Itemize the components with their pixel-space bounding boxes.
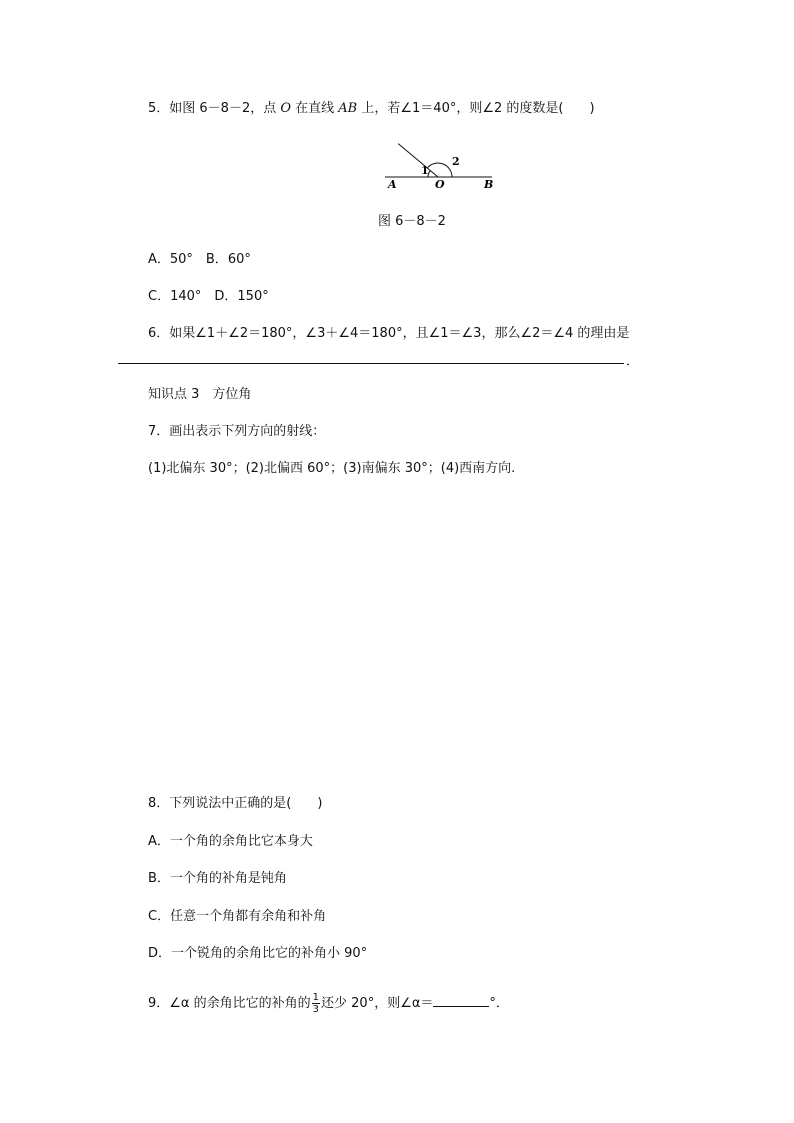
- figure-caption: 图 6－8－2: [378, 214, 446, 229]
- figure-6-8-2: [380, 135, 500, 193]
- angle-2-arc: [427, 163, 452, 177]
- point-b-label: B: [484, 178, 494, 191]
- question-5-options-row-1: A．50° B．60°: [148, 252, 251, 267]
- question-5-text-a: 如图 6－8－2，点: [169, 101, 281, 116]
- question-5-number: 5．: [148, 101, 170, 116]
- angle-1-label: 1: [421, 164, 429, 177]
- section-title: 知识点 3 方位角: [148, 387, 252, 402]
- question-5: [148, 101, 595, 117]
- point-a-label: A: [388, 178, 397, 191]
- question-6-end-mark: ．: [626, 354, 640, 369]
- question-8-option-c: C．任意一个角都有余角和补角: [148, 909, 327, 924]
- ray-from-o: [398, 144, 438, 177]
- question-7-items: (1)北偏东 30°；(2)北偏西 60°；(3)南偏东 30°；(4)西南方向.: [148, 461, 516, 476]
- question-9-text-before: 9．∠α 的余角比它的补角的: [148, 996, 311, 1011]
- question-8-prompt: 8．下列说法中正确的是( ): [148, 796, 323, 811]
- question-9: [148, 992, 509, 1015]
- angle-2-label: 2: [452, 155, 460, 168]
- answer-blank[interactable]: [433, 994, 489, 1007]
- answer-blank-line: [118, 362, 624, 364]
- question-6: 6．如果∠1＋∠2＝180°，∠3＋∠4＝180°，且∠1＝∠3，那么∠2＝∠4 的理由是: [148, 326, 630, 341]
- question-8-option-d: D．一个锐角的余角比它的补角小 90°: [148, 946, 368, 961]
- fraction-denominator: 3: [312, 1004, 320, 1015]
- point-o-label: O: [435, 178, 445, 191]
- point-o-label: O: [280, 101, 292, 116]
- question-5-text-b: 在直线: [291, 101, 339, 116]
- question-5-text-c: 上，若∠1＝40°，则∠2 的度数是( ): [357, 101, 595, 116]
- question-9-text-after: °．: [489, 996, 509, 1011]
- question-8-option-b: B．一个角的补角是钝角: [148, 871, 287, 886]
- fraction-numerator: 1: [312, 992, 320, 1003]
- fraction-one-third: [312, 992, 320, 1015]
- question-7-prompt: 7．画出表示下列方向的射线：: [148, 424, 326, 439]
- line-ab-label: AB: [338, 101, 358, 116]
- question-8-option-a: A．一个角的余角比它本身大: [148, 834, 313, 849]
- question-9-text-middle: 还少 20°，则∠α＝: [321, 996, 434, 1011]
- question-5-options-row-2: C．140° D．150°: [148, 289, 269, 304]
